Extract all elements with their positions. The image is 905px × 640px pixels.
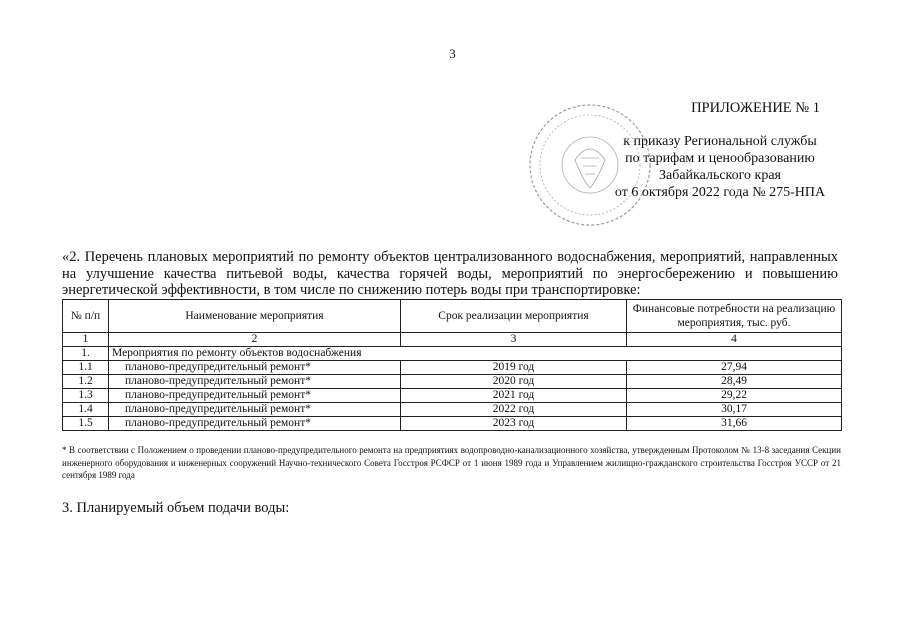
measure-amount: 27,94 xyxy=(627,361,842,375)
column-number: 2 xyxy=(109,333,401,347)
order-line: от 6 октября 2022 года № 275-НПА xyxy=(614,185,826,200)
measure-amount: 31,66 xyxy=(627,417,842,431)
measure-year: 2023 год xyxy=(401,417,627,431)
order-line: Забайкальского края xyxy=(658,168,781,183)
order-line: по тарифам и ценообразованию xyxy=(625,151,815,166)
measure-name: планово-предупредительный ремонт* xyxy=(109,361,401,375)
column-number-row xyxy=(63,333,842,347)
table-row xyxy=(63,403,842,417)
measure-year: 2020 год xyxy=(401,375,627,389)
table-row xyxy=(63,375,842,389)
measure-year: 2022 год xyxy=(401,403,627,417)
order-line: к приказу Региональной службы xyxy=(623,134,817,149)
section-2-heading: «2. Перечень плановых мероприятий по ремонту объектов централизованного водоснабжения, мероприятий, направленных на улучшение качества питьевой воды, качества горячей воды, мероприятий по энергосбережению и повышению энергетической эффективности, в том числе по снижению потерь воды при транспортировке: xyxy=(62,249,838,298)
row-number: 1.3 xyxy=(63,389,109,403)
column-number: 3 xyxy=(401,333,627,347)
measure-year: 2021 год xyxy=(401,389,627,403)
table-header-row xyxy=(63,300,842,333)
table-row xyxy=(63,417,842,431)
appendix-title: ПРИЛОЖЕНИЕ № 1 xyxy=(691,100,820,116)
row-number: 1.1 xyxy=(63,361,109,375)
column-header: Срок реализации мероприятия xyxy=(401,300,627,333)
appendix-order-reference xyxy=(600,133,840,201)
column-header: Финансовые потребности на реализацию мероприятия, тыс. руб. xyxy=(627,300,842,333)
measures-table xyxy=(62,299,842,431)
section-title: Мероприятия по ремонту объектов водоснабжения xyxy=(109,347,842,361)
section-row xyxy=(63,347,842,361)
measure-name: планово-предупредительный ремонт* xyxy=(109,389,401,403)
measure-year: 2019 год xyxy=(401,361,627,375)
row-number: 1.4 xyxy=(63,403,109,417)
measure-name: планово-предупредительный ремонт* xyxy=(109,417,401,431)
column-number: 4 xyxy=(627,333,842,347)
measure-amount: 29,22 xyxy=(627,389,842,403)
measure-amount: 28,49 xyxy=(627,375,842,389)
row-number: 1.2 xyxy=(63,375,109,389)
row-number: 1.5 xyxy=(63,417,109,431)
footnote: * В соответствии с Положением о проведении планово-предупредительного ремонта на предприятиях водопроводно-канализационного хозяйства, утвержденным Протоколом № 13-8 заседания Секции инженерного оборудования и инженерных сооружений Научно-технического Совета Госстроя РСФСР от 1 июня 1989 года и Управлением жилищно-гражданского строительства Госстроя УССР от 21 сентября 1989 года xyxy=(62,445,841,480)
column-header: Наименование мероприятия xyxy=(109,300,401,333)
column-number: 1 xyxy=(63,333,109,347)
page-number: 3 xyxy=(449,46,456,61)
table-row xyxy=(63,389,842,403)
measure-name: планово-предупредительный ремонт* xyxy=(109,375,401,389)
table-row xyxy=(63,361,842,375)
measure-amount: 30,17 xyxy=(627,403,842,417)
measure-name: планово-предупредительный ремонт* xyxy=(109,403,401,417)
section-3-heading: 3. Планируемый объем подачи воды: xyxy=(62,500,290,516)
section-number: 1. xyxy=(63,347,109,361)
column-header: № п/п xyxy=(63,300,109,333)
